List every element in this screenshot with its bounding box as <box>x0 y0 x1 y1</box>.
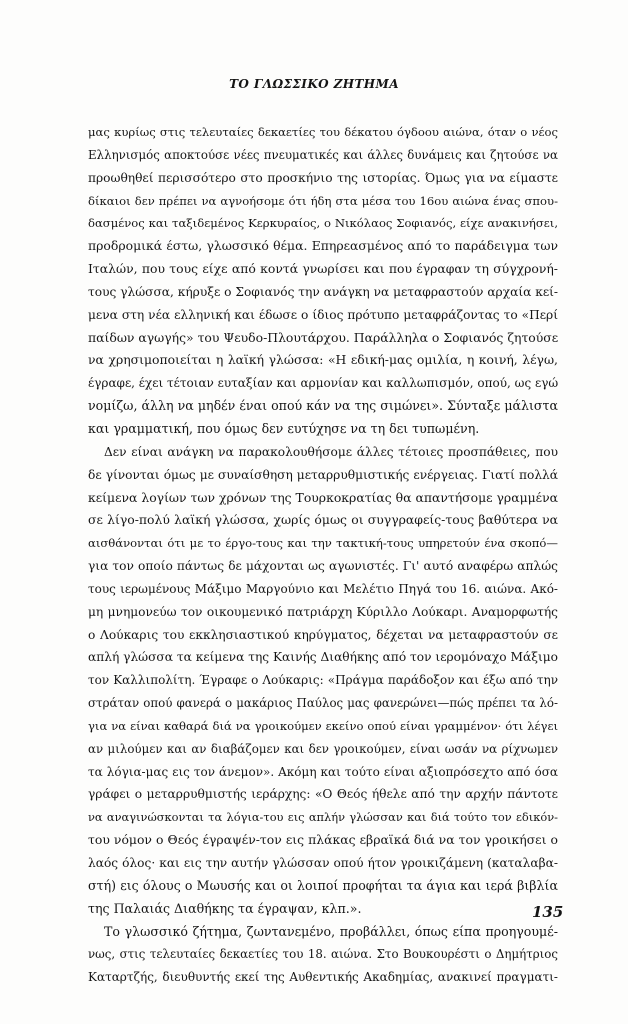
text-line: σε λίγο-πολύ λαϊκή γλώσσα, χωρίς όμως οι συγγραφείς-τους βαθύτερα να <box>88 512 558 528</box>
text-line: Ιταλών, που τους είχε από κοντά γνωρίσει και που έγραφαν τη σύγχρονή- <box>88 261 558 277</box>
text-line: λαός όλος· και εις την αυτήν γλώσσαν οπού ήτον γροικιζάμενη (καταλαβα- <box>88 856 558 870</box>
text-line: προωθηθεί περισσότερο στο προσκήνιο της ιστορίας. Όμως για να είμαστε <box>88 170 558 185</box>
text-line: νομίζω, άλλη να μηδέν έναι οπού κάν να της σιμώνει». Σύνταξε μάλιστα <box>88 398 558 414</box>
text-line: μη μνημονεύω τον οικουμενικό πατριάρχη Κύριλλο Λούκαρι. Αναμορφωτής <box>88 604 558 619</box>
text-line: τον Καλλιπολίτη. Έγραφε ο Λούκαρις: «Πράγμα παράδοξον και έξω από την <box>88 673 558 688</box>
text-line: γράφει ο μεταρρυθμιστής ιεράρχης: «Ο Θεός ήθελε από την αρχήν πάντοτε <box>88 787 558 802</box>
text-line: μενα στη νέα ελληνική και έδωσε ο ίδιος πρότυπο μεταφράζοντας το «Περί <box>88 307 558 322</box>
text-line: κείμενα λογίων των χρόνων της Τουρκοκρατίας θα απαντήσομε γραμμένα <box>88 489 558 505</box>
text-line: αν μιλούμεν και αν διαβάζομεν και δεν γροικούμεν, είναι ωσάν να ρίχνωμεν <box>88 741 558 756</box>
text-line: νως, στις τελευταίες δεκαετίες του 18. αιώνα. Στο Βουκουρέστι ο Δημήτριος <box>88 947 558 962</box>
text-line: δασμένος και ταξιδεμένος Κερκυραίος, ο Νικόλαος Σοφιανός, είχε ανακινήσει, <box>88 216 558 231</box>
text-line: της Παλαιάς Διαθήκης τα έγραψαν, κλπ.». <box>88 900 362 916</box>
text-line: και γραμματική, που όμως δεν ευτύχησε να τη δει τυπωμένη. <box>88 420 480 436</box>
text-line: δίκαιοι δεν πρέπει να αγνοήσομε ότι ήδη στα μέσα του 16ου αιώνα ένας σπου- <box>88 193 558 208</box>
text-line: για να είναι καθαρά διά να γροικούμεν εκείνο οπού είναι γραμμένον· ότι λέγει <box>88 718 558 733</box>
text-line: να αναγινώσκονται τα λόγια-του εις απλήν γλώσσαν και διά τούτο τον εδικόν- <box>88 810 558 825</box>
text-line: στράταν οπού φανερά ο μακάριος Παύλος μας φανερώνει—πώς πρέπει τα λό- <box>88 696 558 711</box>
text-line: μας κυρίως στις τελευταίες δεκαετίες του δέκατου όγδοου αιώνα, όταν ο νέος <box>88 125 558 139</box>
text-line: να χρησιμοποιείται η λαϊκή γλώσσα: «Η εδική-μας ομιλία, η κοινή, λέγω, <box>88 352 558 368</box>
text-line: τους ιερωμένους Μάξιμο Μαργούνιο και Μελέτιο Πηγά του 16. αιώνα. Ακό- <box>88 581 558 596</box>
text-line: αισθάνονται ότι με το έργο-τους και την τακτική-τους υπηρετούν ένα σκοπό— <box>88 536 558 551</box>
text-line: απλή γλώσσα τα κείμενα της Καινής Διαθήκης από τον ιερομόναχο Μάξιμο <box>88 650 558 665</box>
text-line: ο Λούκαρις του εκκλησιαστικού κηρύγματος, δέχεται να μεταφραστούν σε <box>88 627 558 642</box>
text-line: του νόμον ο Θεός έγραψέν-τον εις πλάκας εβραϊκά διά να τον γροικήσει ο <box>88 832 558 848</box>
body-text <box>88 121 558 989</box>
running-head: ΤΟ ΓΛΩΣΣΙΚΟ ΖΗΤΗΜΑ <box>229 77 399 91</box>
text-line: Το γλωσσικό ζήτημα, ζωντανεμένο, προβάλλει, όπως είπα προηγουμέ- <box>104 923 558 939</box>
page-number: 135 <box>532 903 564 921</box>
text-line: δε γίνονται όμως με συναίσθηση μεταρρυθμιστικής ενέργειας. Γιατί πολλά <box>88 467 558 482</box>
text-line: παίδων αγωγής» του Ψευδο-Πλουτάρχου. Παράλληλα ο Σοφιανός ζητούσε <box>88 329 559 345</box>
text-line: Ελληνισμός αποκτούσε νέες πνευματικές και άλλες δυνάμεις και ζητούσε να <box>88 147 558 162</box>
text-line: για τον οποίο πάντως δε μάχονται ως αγωνιστές. Γι' αυτό αναφέρω απλώς <box>88 559 558 574</box>
text-line: Δεν είναι ανάγκη να παρακολουθήσομε άλλες τέτοιες προσπάθειες, που <box>104 444 558 459</box>
text-line: Καταρτζής, διευθυντής εκεί της Αυθεντικής Ακαδημίας, ανακινεί πραγματι- <box>88 970 558 985</box>
text-line: προδρομικά έστω, γλωσσικό θέμα. Επηρεασμένος από το παράδειγμα των <box>88 238 558 254</box>
text-line: τους γλώσσα, κήρυξε ο Σοφιανός την ανάγκη να μεταφραστούν αρχαία κεί- <box>88 284 559 299</box>
text-line: έγραφε, έχει τέτοιαν ευταξίαν και αρμονίαν και καλλωπισμόν, οπού, ως εγώ <box>88 376 559 391</box>
text-line: στή) εις όλους ο Μωυσής και οι λοιποί προφήται τα άγια και ιερά βιβλία <box>88 877 558 893</box>
text-line: τα λόγια-μας εις τον άνεμον». Ακόμη και τούτο είναι αξιοπρόσεχτο από όσα <box>88 764 558 779</box>
